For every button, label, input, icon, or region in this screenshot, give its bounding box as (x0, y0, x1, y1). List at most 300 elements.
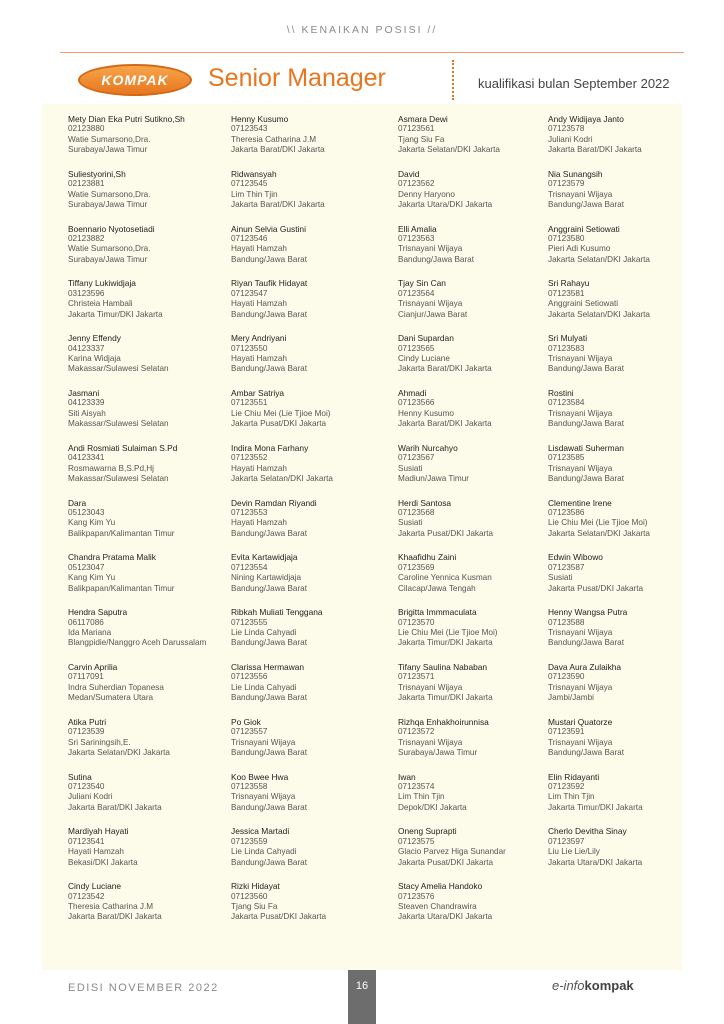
sponsor-name: Lim Thin Tjin (548, 792, 595, 802)
sponsor-name: Watie Sumarsono,Dra. (68, 134, 151, 144)
sponsor-name: Juliani Kodri (548, 134, 593, 144)
member-entry (231, 717, 333, 772)
member-id: 07123565 (398, 343, 435, 353)
member-id: 05123043 (68, 507, 105, 517)
member-city: Jakarta Barat/DKI Jakarta (398, 419, 492, 429)
sponsor-name: Glacio Parvez Higa Sunandar (398, 847, 506, 857)
member-id: 07123561 (398, 124, 435, 134)
member-entry (548, 826, 650, 881)
member-id: 07123539 (68, 727, 105, 737)
member-id: 07123569 (398, 562, 435, 572)
member-name: Andy Widijaya Janto (548, 114, 624, 124)
sponsor-name: Ida Mariana (68, 627, 112, 637)
member-name: Cherlo Devitha Sinay (548, 826, 627, 837)
member-name: Warih Nurcahyo (398, 442, 458, 453)
member-entry (68, 224, 206, 279)
page-number: 16 (355, 980, 369, 992)
sponsor-name: Trisnayani Wijaya (548, 408, 613, 418)
sponsor-name: Lie Linda Cahyadi (231, 627, 297, 637)
member-city: Bandung/Jawa Barat (231, 638, 308, 648)
sponsor-name: Lim Thin Tjin (398, 792, 445, 802)
member-entry (231, 607, 333, 662)
member-name: Mety Dian Eka Putri Sutikno,Sh (68, 114, 185, 124)
sponsor-name: Trisnayani Wijaya (548, 189, 613, 199)
member-entry (548, 388, 650, 443)
member-name: Andi Rosmiati Sulaiman S.Pd (68, 442, 178, 453)
member-id: 07123559 (231, 836, 268, 846)
sponsor-name: Trisnayani Wijaya (548, 682, 613, 692)
member-name: Tjay Sin Can (398, 278, 446, 289)
member-entry (68, 443, 206, 498)
logo-text: KOMPAK (101, 72, 169, 88)
member-name: Po Giok (231, 716, 261, 727)
member-name: Jessica Martadi (231, 826, 290, 837)
member-entry (231, 552, 333, 607)
member-id: 04123339 (68, 398, 105, 408)
rank-title: Senior Manager (208, 64, 386, 92)
member-name: Asmara Dewi (398, 114, 448, 124)
member-entry (398, 552, 506, 607)
member-entry (398, 717, 506, 772)
sponsor-name: Trisnayani Wijaya (398, 299, 463, 309)
member-name: Ahmadi (398, 387, 427, 398)
member-entry (548, 498, 650, 553)
member-column-3 (398, 114, 506, 936)
member-entry (398, 114, 506, 169)
member-city: Medan/Sumatera Utara (68, 693, 154, 703)
member-entry (231, 498, 333, 553)
member-name: Khaafidhu Zaini (398, 552, 457, 563)
member-id: 07123587 (548, 562, 585, 572)
member-city: Bandung/Jawa Barat (548, 747, 625, 757)
sponsor-name: Trisnayani Wijaya (548, 627, 613, 637)
member-entry (398, 826, 506, 881)
member-name: Brigitta Immmaculata (398, 607, 477, 618)
member-city: Bandung/Jawa Barat (398, 254, 475, 264)
member-name: Clarissa Hermawan (231, 661, 305, 672)
member-entry (548, 552, 650, 607)
member-name: Lisdawati Suherman (548, 442, 624, 453)
sponsor-name: Trisnayani Wijaya (398, 682, 463, 692)
sponsor-name: Trisnayani Wijaya (548, 354, 613, 363)
member-entry (398, 333, 506, 388)
member-id: 07123578 (548, 124, 585, 134)
member-city: Jakarta Timur/DKI Jakarta (68, 309, 163, 319)
member-name: Henny Kusumo (231, 114, 289, 124)
sponsor-name: Rosmawarna B,S.Pd,Hj (68, 463, 155, 473)
member-name: Cindy Luciane (68, 881, 122, 892)
member-city: Bekasi/DKI Jakarta (68, 857, 138, 867)
member-entry (68, 717, 206, 772)
member-city: Bandung/Jawa Barat (548, 638, 625, 648)
member-city: Jakarta Barat/DKI Jakarta (398, 364, 492, 374)
member-id: 07123580 (548, 234, 585, 243)
member-city: Jakarta Selatan/DKI Jakarta (548, 528, 650, 538)
member-entry (548, 443, 650, 498)
member-id: 07123590 (548, 672, 585, 682)
member-city: Surabaya/Jawa Timur (68, 254, 148, 264)
sponsor-name: Hayati Hamzah (231, 299, 287, 309)
member-entry (231, 388, 333, 443)
sponsor-name: Caroline Yennica Kusman (398, 573, 492, 583)
sponsor-name: Susiati (398, 518, 423, 528)
sponsor-name: Trisnayani Wijaya (548, 737, 613, 747)
member-name: Koo Bwee Hwa (231, 771, 289, 782)
member-id: 07123542 (68, 891, 105, 901)
member-column-4 (548, 114, 650, 881)
member-name: Boennario Nyotosetiadi (68, 223, 155, 234)
member-name: Elin Ridayanti (548, 771, 600, 782)
member-name: Clementine Irene (548, 497, 612, 508)
member-name: Evita Kartawidjaja (231, 552, 298, 563)
sponsor-name: Hayati Hamzah (231, 244, 287, 254)
member-city: Makassar/Sulawesi Selatan (68, 364, 169, 374)
member-id: 06117086 (68, 617, 104, 627)
member-city: Depok/DKI Jakarta (398, 802, 467, 812)
sponsor-name: Henny Kusumo (398, 408, 454, 418)
member-id: 07123591 (548, 727, 585, 737)
member-id: 07123562 (398, 179, 435, 189)
member-entry (68, 881, 206, 936)
sponsor-name: Indra Suherdian Topanesa (68, 682, 164, 692)
member-name: Jasmani (68, 387, 100, 398)
member-city: Jakarta Utara/DKI Jakarta (548, 857, 643, 867)
member-id: 07123554 (231, 562, 268, 572)
member-id: 07123551 (231, 398, 268, 408)
member-entry (398, 224, 506, 279)
brand-bold: kompak (584, 978, 634, 993)
member-city: Bandung/Jawa Barat (548, 419, 625, 429)
member-city: Jakarta Timur/DKI Jakarta (398, 693, 493, 703)
sponsor-name: Lie Chiu Mei (Lie Tjioe Moi) (398, 627, 498, 637)
member-column-1 (68, 114, 206, 936)
member-city: Blangpidie/Nanggro Aceh Darussalam (68, 638, 207, 648)
sponsor-name: Cindy Luciane (398, 354, 450, 363)
sponsor-name: Liu Lie Lie/Lily (548, 847, 600, 857)
member-id: 07123586 (548, 507, 585, 517)
member-id: 07123566 (398, 398, 435, 408)
member-name: Dani Supardan (398, 333, 454, 344)
sponsor-name: Lie Linda Cahyadi (231, 682, 297, 692)
member-name: Rizhqa Enhakhoirunnisa (398, 716, 489, 727)
member-name: Nia Sunangsih (548, 168, 603, 179)
sponsor-name: Hayati Hamzah (231, 463, 287, 473)
member-entry (231, 333, 333, 388)
dotted-divider (452, 60, 454, 100)
member-entry (68, 114, 206, 169)
member-entry (548, 333, 650, 388)
member-city: Cilacap/Jawa Tengah (398, 583, 476, 593)
member-city: Jakarta Pusat/DKI Jakarta (231, 912, 327, 922)
sponsor-name: Trisnayani Wijaya (231, 737, 296, 747)
member-entry (398, 443, 506, 498)
member-entry (548, 662, 650, 717)
member-city: Surabaya/Jawa Timur (68, 200, 148, 210)
member-entry (398, 388, 506, 443)
member-city: Bandung/Jawa Barat (231, 857, 308, 867)
sponsor-name: Siti Aisyah (68, 408, 106, 418)
member-id: 07123581 (548, 288, 585, 298)
member-name: Mustari Quatorze (548, 716, 613, 727)
member-name: Herdi Santosa (398, 497, 452, 508)
member-id: 07123550 (231, 343, 268, 353)
member-city: Jakarta Barat/DKI Jakarta (68, 802, 162, 812)
member-city: Makassar/Sulawesi Selatan (68, 474, 169, 483)
member-city: Jakarta Selatan/DKI Jakarta (68, 747, 170, 757)
sponsor-name: Anggraini Setiowati (548, 299, 619, 309)
member-id: 07123567 (398, 453, 435, 463)
sponsor-name: Trisnayani Wijaya (231, 792, 296, 802)
member-id: 07123575 (398, 836, 435, 846)
member-name: Sutina (68, 771, 92, 782)
member-entry (398, 278, 506, 333)
member-name: Henny Wangsa Putra (548, 607, 628, 618)
sponsor-name: Tjang Siu Fa (231, 901, 278, 911)
member-entry (548, 717, 650, 772)
member-entry (398, 772, 506, 827)
member-name: Rizki Hidayat (231, 881, 280, 892)
member-name: Mery Andriyani (231, 333, 287, 344)
member-id: 07123584 (548, 398, 585, 408)
member-name: Jenny Effendy (68, 333, 121, 344)
member-id: 07123579 (548, 179, 585, 189)
member-id: 07123572 (398, 727, 435, 737)
member-name: David (398, 168, 420, 179)
member-entry (548, 169, 650, 224)
sponsor-name: Lie Chiu Mei (Lie Tjioe Moi) (548, 518, 648, 528)
member-city: Bandung/Jawa Barat (548, 364, 625, 374)
member-id: 02123881 (68, 179, 105, 189)
member-entry (231, 278, 333, 333)
member-city: Bandung/Jawa Barat (231, 528, 308, 538)
member-id: 07123574 (398, 781, 435, 791)
member-entry (548, 772, 650, 827)
member-name: Ainun Selvia Gustini (231, 223, 306, 234)
member-city: Madiun/Jawa Timur (398, 474, 469, 483)
member-entry (231, 826, 333, 881)
member-name: Indira Mona Farhany (231, 442, 309, 453)
member-city: Bandung/Jawa Barat (231, 802, 308, 812)
member-entry (231, 772, 333, 827)
qualification-period: kualifikasi bulan September 2022 (478, 76, 670, 91)
member-name: Ribkah Muliati Tenggana (231, 607, 323, 618)
member-id: 07123545 (231, 179, 268, 189)
member-name: Sri Rahayu (548, 278, 590, 289)
member-entry (231, 662, 333, 717)
member-name: Tifany Saulina Nababan (398, 661, 488, 672)
member-id: 05123047 (68, 562, 105, 572)
member-name: Sri Mulyati (548, 333, 588, 344)
member-entry (231, 169, 333, 224)
member-id: 07123546 (231, 234, 268, 243)
member-city: Surabaya/Jawa Timur (398, 747, 478, 757)
edition-label: EDISI NOVEMBER 2022 (68, 982, 219, 994)
member-name: Edwin Wibowo (548, 552, 603, 563)
sponsor-name: Christeia Hambali (68, 299, 133, 309)
page-number-box (348, 970, 376, 1024)
member-name: Tiffany Lukiwidjaja (68, 278, 136, 289)
member-id: 07123585 (548, 453, 585, 463)
member-name: Mardiyah Hayati (68, 826, 129, 837)
member-entry (68, 772, 206, 827)
member-name: Dara (68, 497, 87, 508)
member-id: 07123570 (398, 617, 435, 627)
member-id: 07123564 (398, 288, 435, 298)
member-city: Balikpapan/Kalimantan Timur (68, 528, 175, 538)
sponsor-name: Kang Kim Yu (68, 518, 116, 528)
member-name: Hendra Saputra (68, 607, 128, 618)
member-id: 07123552 (231, 453, 268, 463)
sponsor-name: Hayati Hamzah (68, 847, 124, 857)
member-city: Bandung/Jawa Barat (231, 583, 308, 593)
member-entry (231, 114, 333, 169)
member-name: Oneng Suprapti (398, 826, 457, 837)
member-entry (68, 826, 206, 881)
member-entry (548, 224, 650, 279)
member-city: Jakarta Barat/DKI Jakarta (231, 200, 325, 210)
sponsor-name: Theresia Catharina J.M (68, 901, 154, 911)
member-column-2 (231, 114, 333, 936)
sponsor-name: Nining Kartawidjaja (231, 573, 302, 583)
member-entry (68, 388, 206, 443)
sponsor-name: Theresia Catharina J.M (231, 134, 317, 144)
member-entry (68, 169, 206, 224)
sponsor-name: Lim Thin Tjin (231, 189, 278, 199)
member-city: Bandung/Jawa Barat (548, 474, 625, 483)
member-id: 03123596 (68, 288, 105, 298)
member-city: Jakarta Utara/DKI Jakarta (398, 912, 493, 922)
member-city: Jakarta Selatan/DKI Jakarta (231, 474, 333, 483)
member-city: Jakarta Selatan/DKI Jakarta (398, 145, 500, 155)
member-entry (548, 278, 650, 333)
member-name: Elli Amalia (398, 223, 437, 234)
sponsor-name: Lie Linda Cahyadi (231, 847, 297, 857)
sponsor-name: Hayati Hamzah (231, 518, 287, 528)
member-city: Surabaya/Jawa Timur (68, 145, 148, 155)
sponsor-name: Kang Kim Yu (68, 573, 116, 583)
member-entry (68, 607, 206, 662)
member-entry (68, 662, 206, 717)
member-entry (398, 662, 506, 717)
member-id: 07123558 (231, 781, 268, 791)
member-id: 07123583 (548, 343, 585, 353)
brand-prefix: e-info (552, 978, 585, 993)
member-entry (68, 278, 206, 333)
member-entry (398, 607, 506, 662)
member-city: Cianjur/Jawa Barat (398, 309, 468, 319)
member-name: Atika Putri (68, 716, 107, 727)
sponsor-name: Trisnayani Wijaya (398, 244, 463, 254)
member-city: Jakarta Selatan/DKI Jakarta (548, 309, 650, 319)
member-id: 07123540 (68, 781, 105, 791)
member-id: 02123880 (68, 124, 105, 134)
sponsor-name: Tjang Siu Fa (398, 134, 445, 144)
member-id: 07123563 (398, 234, 435, 243)
member-city: Jakarta Barat/DKI Jakarta (68, 912, 162, 922)
member-id: 07123553 (231, 507, 268, 517)
member-name: Chandra Pratama Malik (68, 552, 156, 563)
member-city: Bandung/Jawa Barat (548, 200, 625, 210)
member-name: Iwan (398, 771, 416, 782)
member-entry (398, 169, 506, 224)
member-city: Jakarta Barat/DKI Jakarta (548, 145, 642, 155)
sponsor-name: Watie Sumarsono,Dra. (68, 244, 151, 254)
member-city: Bandung/Jawa Barat (231, 309, 308, 319)
kompak-logo (78, 64, 192, 96)
sponsor-name: Lie Chiu Mei (Lie Tjioe Moi) (231, 408, 331, 418)
member-id: 07123556 (231, 672, 268, 682)
member-name: Rostini (548, 387, 574, 398)
member-entry (548, 607, 650, 662)
member-entry (231, 224, 333, 279)
member-id: 04123341 (68, 453, 105, 463)
member-entry (398, 498, 506, 553)
member-city: Jakarta Utara/DKI Jakarta (398, 200, 493, 210)
member-id: 07123557 (231, 727, 268, 737)
sponsor-name: Watie Sumarsono,Dra. (68, 189, 151, 199)
member-id: 07123592 (548, 781, 585, 791)
member-city: Makassar/Sulawesi Selatan (68, 419, 169, 429)
member-city: Jakarta Pusat/DKI Jakarta (398, 528, 494, 538)
sponsor-name: Trisnayani Wijaya (548, 463, 613, 473)
sponsor-name: Susiati (548, 573, 573, 583)
sponsor-name: Susiati (398, 463, 423, 473)
member-id: 07123588 (548, 617, 585, 627)
sponsor-name: Trisnayani Wijaya (398, 737, 463, 747)
member-id: 07123576 (398, 891, 435, 901)
member-id: 07123555 (231, 617, 268, 627)
member-city: Bandung/Jawa Barat (231, 747, 308, 757)
member-id: 07123560 (231, 891, 268, 901)
member-city: Jakarta Pusat/DKI Jakarta (398, 857, 494, 867)
member-entry (398, 881, 506, 936)
member-name: Stacy Amelia Handoko (398, 881, 483, 892)
member-id: 07123571 (398, 672, 435, 682)
member-id: 07123597 (548, 836, 585, 846)
member-name: Carvin Aprilia (68, 661, 118, 672)
member-id: 07117091 (68, 672, 104, 682)
member-entry (68, 498, 206, 553)
member-name: Ambar Satriya (231, 387, 285, 398)
member-name: Devin Ramdan Riyandi (231, 497, 317, 508)
member-id: 07123541 (68, 836, 105, 846)
header-rule (60, 52, 684, 53)
member-id: 04123337 (68, 343, 105, 353)
member-name: Ridwansyah (231, 168, 277, 179)
member-entry (68, 333, 206, 388)
member-name: Suliestyorini,Sh (68, 168, 126, 179)
member-city: Jakarta Pusat/DKI Jakarta (548, 583, 644, 593)
sponsor-name: Denny Haryono (398, 189, 455, 199)
member-city: Jakarta Pusat/DKI Jakarta (231, 419, 327, 429)
section-tag: \\ KENAIKAN POSISI // (286, 24, 438, 36)
member-city: Jambi/Jambi (548, 693, 594, 703)
member-city: Jakarta Barat/DKI Jakarta (231, 145, 325, 155)
brand-logo (552, 978, 634, 993)
sponsor-name: Juliani Kodri (68, 792, 113, 802)
member-entry (231, 443, 333, 498)
sponsor-name: Steaven Chandrawira (398, 901, 477, 911)
member-id: 07123568 (398, 507, 435, 517)
member-entry (231, 881, 333, 936)
member-entry (548, 114, 650, 169)
member-city: Jakarta Timur/DKI Jakarta (398, 638, 493, 648)
member-name: Dava Aura Zulaikha (548, 661, 622, 672)
sponsor-name: Pieri Adi Kusumo (548, 244, 611, 254)
member-id: 02123882 (68, 234, 105, 243)
member-city: Bandung/Jawa Barat (231, 254, 308, 264)
member-entry (68, 552, 206, 607)
